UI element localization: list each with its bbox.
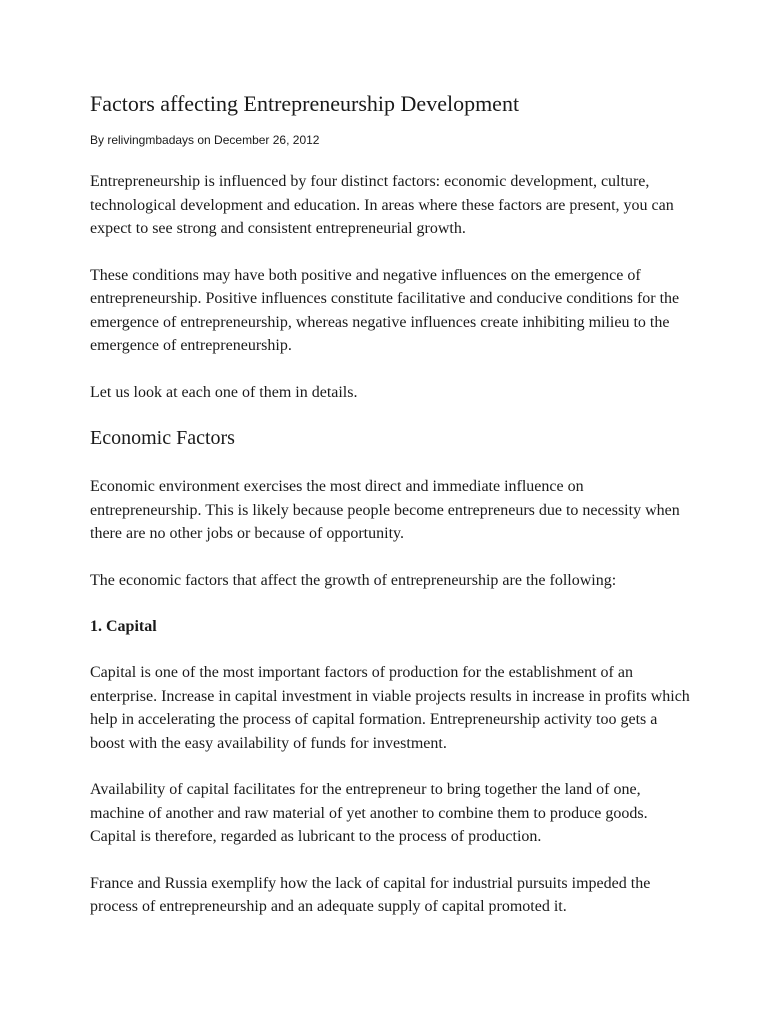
capital-paragraph-2: Availability of capital facilitates for the entrepreneur to bring together the land of one, machine of another and raw material of yet another to combine them to produce goods. Capital is therefore, regarded as lubricant to the process of production. — [90, 781, 648, 845]
intro-paragraph-3: Let us look at each one of them in details. — [90, 383, 358, 401]
article — [90, 88, 690, 919]
capital-paragraph-3: France and Russia exemplify how the lack of capital for industrial pursuits impeded the process of entrepreneurship and an adequate supply of capital promoted it. — [90, 874, 651, 915]
article-byline: By relivingmbadays on December 26, 2012 — [90, 133, 320, 147]
article-title: Factors affecting Entrepreneurship Development — [90, 91, 520, 116]
capital-paragraph-1: Capital is one of the most important factors of production for the establishment of an enterprise. Increase in capital investment in viable projects results in increase in profits which help in accelerating the process of capital formation. Entrepreneurship activity too gets a boost with the easy availability of funds for investment. — [90, 664, 690, 752]
economic-paragraph-1: Economic environment exercises the most direct and immediate influence on entrepreneurship. This is likely because people become entrepreneurs due to necessity when there are no other jobs or because of opportunity. — [90, 478, 680, 542]
intro-paragraph-2: These conditions may have both positive and negative influences on the emergence of entrepreneurship. Positive influences constitute facilitative and conducive conditions for the emergence of entrepreneurship, whereas negative influences create inhibiting milieu to the emergence of entrepreneurship. — [90, 266, 680, 354]
section-heading-economic-factors: Economic Factors — [90, 427, 235, 449]
intro-paragraph-1: Entrepreneurship is influenced by four distinct factors: economic development, culture, technological development and education. In areas where these factors are present, you can expect to see strong and consistent entrepreneurial growth. — [90, 173, 674, 237]
economic-paragraph-2: The economic factors that affect the growth of entrepreneurship are the following: — [90, 571, 617, 589]
subheading-capital: 1. Capital — [90, 618, 157, 635]
